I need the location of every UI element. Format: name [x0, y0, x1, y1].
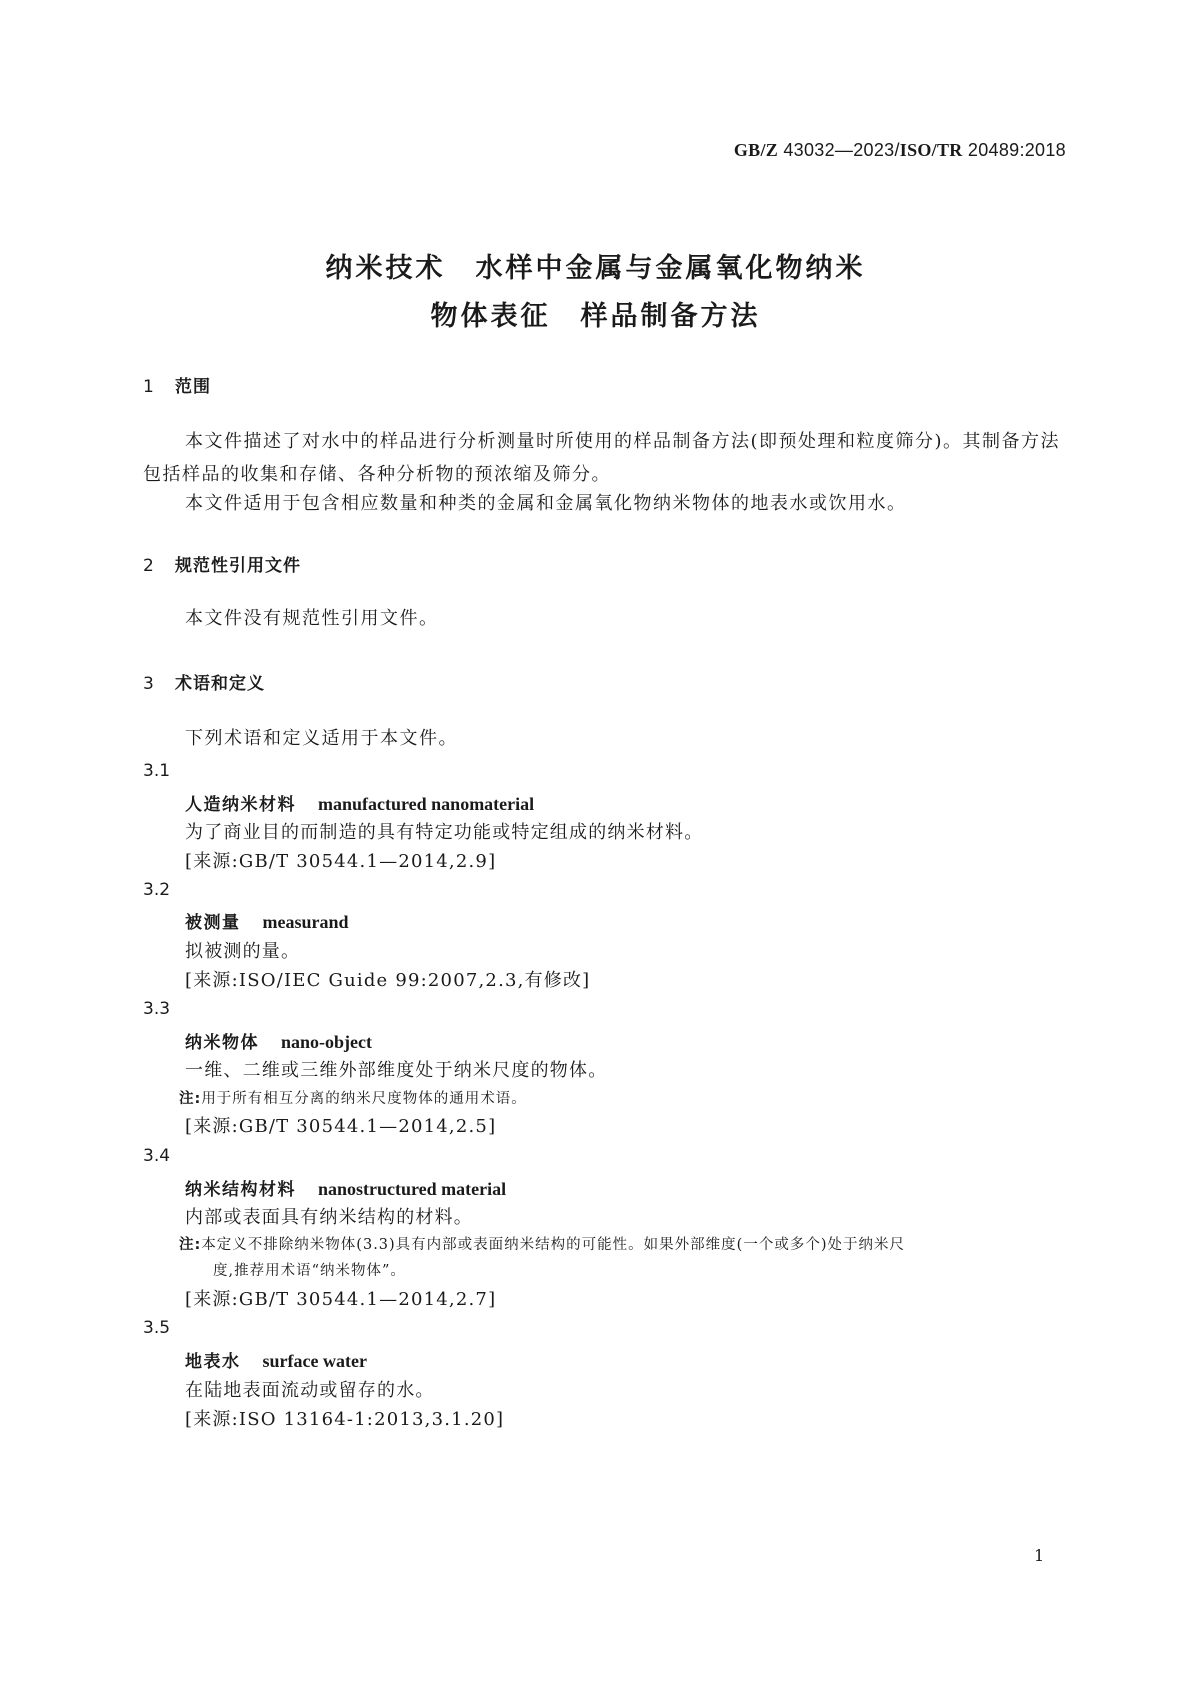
term-3-3-source: [来源:GB/T 30544.1—2014,2.5] [185, 1116, 497, 1137]
note-text: 本定义不排除纳米物体(3.3)具有内部或表面纳米结构的可能性。如果外部维度(一个或多个)处于纳米尺 [201, 1237, 905, 1253]
term-3-3 [185, 1028, 372, 1053]
term-3-4 [185, 1175, 506, 1200]
title-part-2a: 物体表征 [430, 301, 551, 332]
term-3-4-number: 3.4 [143, 1146, 171, 1166]
note-text: 用于所有相互分离的纳米尺度物体的通用术语。 [201, 1091, 527, 1107]
section-2-paragraph: 本文件没有规范性引用文件。 [185, 608, 439, 629]
term-3-2-number: 3.2 [143, 880, 171, 900]
section-1-paragraph-1: 本文件描述了对水中的样品进行分析测量时所使用的样品制备方法(即预处理和粒度筛分)。其制备方法包括样品的收集和存储、各种分析物的预浓缩及筛分。 [143, 431, 1061, 485]
term-3-5-english: surface water [262, 1351, 367, 1371]
section-3-paragraph: 下列术语和定义适用于本文件。 [185, 728, 458, 749]
term-3-5-source: [来源:ISO 13164-1:2013,3.1.20] [185, 1409, 505, 1430]
code-mid: 43032—2023/ [778, 140, 900, 160]
document-title-line-1 [0, 246, 1191, 285]
term-3-4-chinese: 纳米结构材料 [185, 1180, 296, 1200]
term-3-1-english: manufactured nanomaterial [318, 794, 535, 814]
term-3-2-definition: 拟被测的量。 [185, 941, 301, 962]
term-3-4-definition: 内部或表面具有纳米结构的材料。 [185, 1207, 473, 1228]
document-title-line-2 [0, 294, 1191, 333]
term-3-3-definition: 一维、二维或三维外部维度处于纳米尺度的物体。 [185, 1060, 608, 1081]
section-3-heading: 3 术语和定义 [143, 674, 265, 694]
term-3-5 [185, 1347, 367, 1372]
term-3-3-number: 3.3 [143, 999, 171, 1019]
term-3-3-note [179, 1087, 527, 1108]
term-3-4-source: [来源:GB/T 30544.1—2014,2.7] [185, 1289, 497, 1310]
term-3-5-definition: 在陆地表面流动或留存的水。 [185, 1380, 435, 1401]
term-3-5-number: 3.5 [143, 1318, 171, 1338]
term-3-5-chinese: 地表水 [185, 1352, 241, 1372]
term-3-1-definition: 为了商业目的而制造的具有特定功能或特定组成的纳米材料。 [185, 822, 704, 843]
page-number: 1 [1034, 1546, 1045, 1565]
section-1-paragraph-2: 本文件适用于包含相应数量和种类的金属和金属氧化物纳米物体的地表水或饮用水。 [185, 493, 907, 514]
title-part-1b: 水样中金属与金属氧化物纳米 [475, 253, 866, 284]
section-2-heading: 2 规范性引用文件 [143, 556, 301, 576]
code-prefix: GB/Z [733, 140, 779, 160]
code-suffix: 20489:2018 [962, 140, 1066, 160]
term-3-2-english: measurand [262, 912, 349, 932]
term-3-1-chinese: 人造纳米材料 [185, 795, 296, 815]
note-label: 注: [179, 1091, 202, 1107]
term-3-1-source: [来源:GB/T 30544.1—2014,2.9] [185, 851, 497, 872]
standard-code [734, 140, 1066, 161]
note-label: 注: [179, 1237, 202, 1253]
term-3-2 [185, 908, 349, 933]
term-3-2-source: [来源:ISO/IEC Guide 99:2007,2.3,有修改] [185, 970, 591, 991]
term-3-4-english: nanostructured material [318, 1179, 507, 1199]
title-part-2b: 样品制备方法 [580, 301, 761, 332]
title-part-1a: 纳米技术 [325, 253, 446, 284]
term-3-3-english: nano-object [281, 1032, 372, 1052]
code-iso: ISO/TR [899, 140, 963, 160]
term-3-1-number: 3.1 [143, 761, 171, 781]
section-1-heading: 1 范围 [143, 377, 211, 397]
term-3-1 [185, 790, 534, 815]
term-3-4-note-continuation: 度,推荐用术语“纳米物体”。 [213, 1263, 406, 1279]
term-3-3-chinese: 纳米物体 [185, 1033, 259, 1053]
term-3-4-note [179, 1233, 905, 1254]
term-3-2-chinese: 被测量 [185, 913, 241, 933]
